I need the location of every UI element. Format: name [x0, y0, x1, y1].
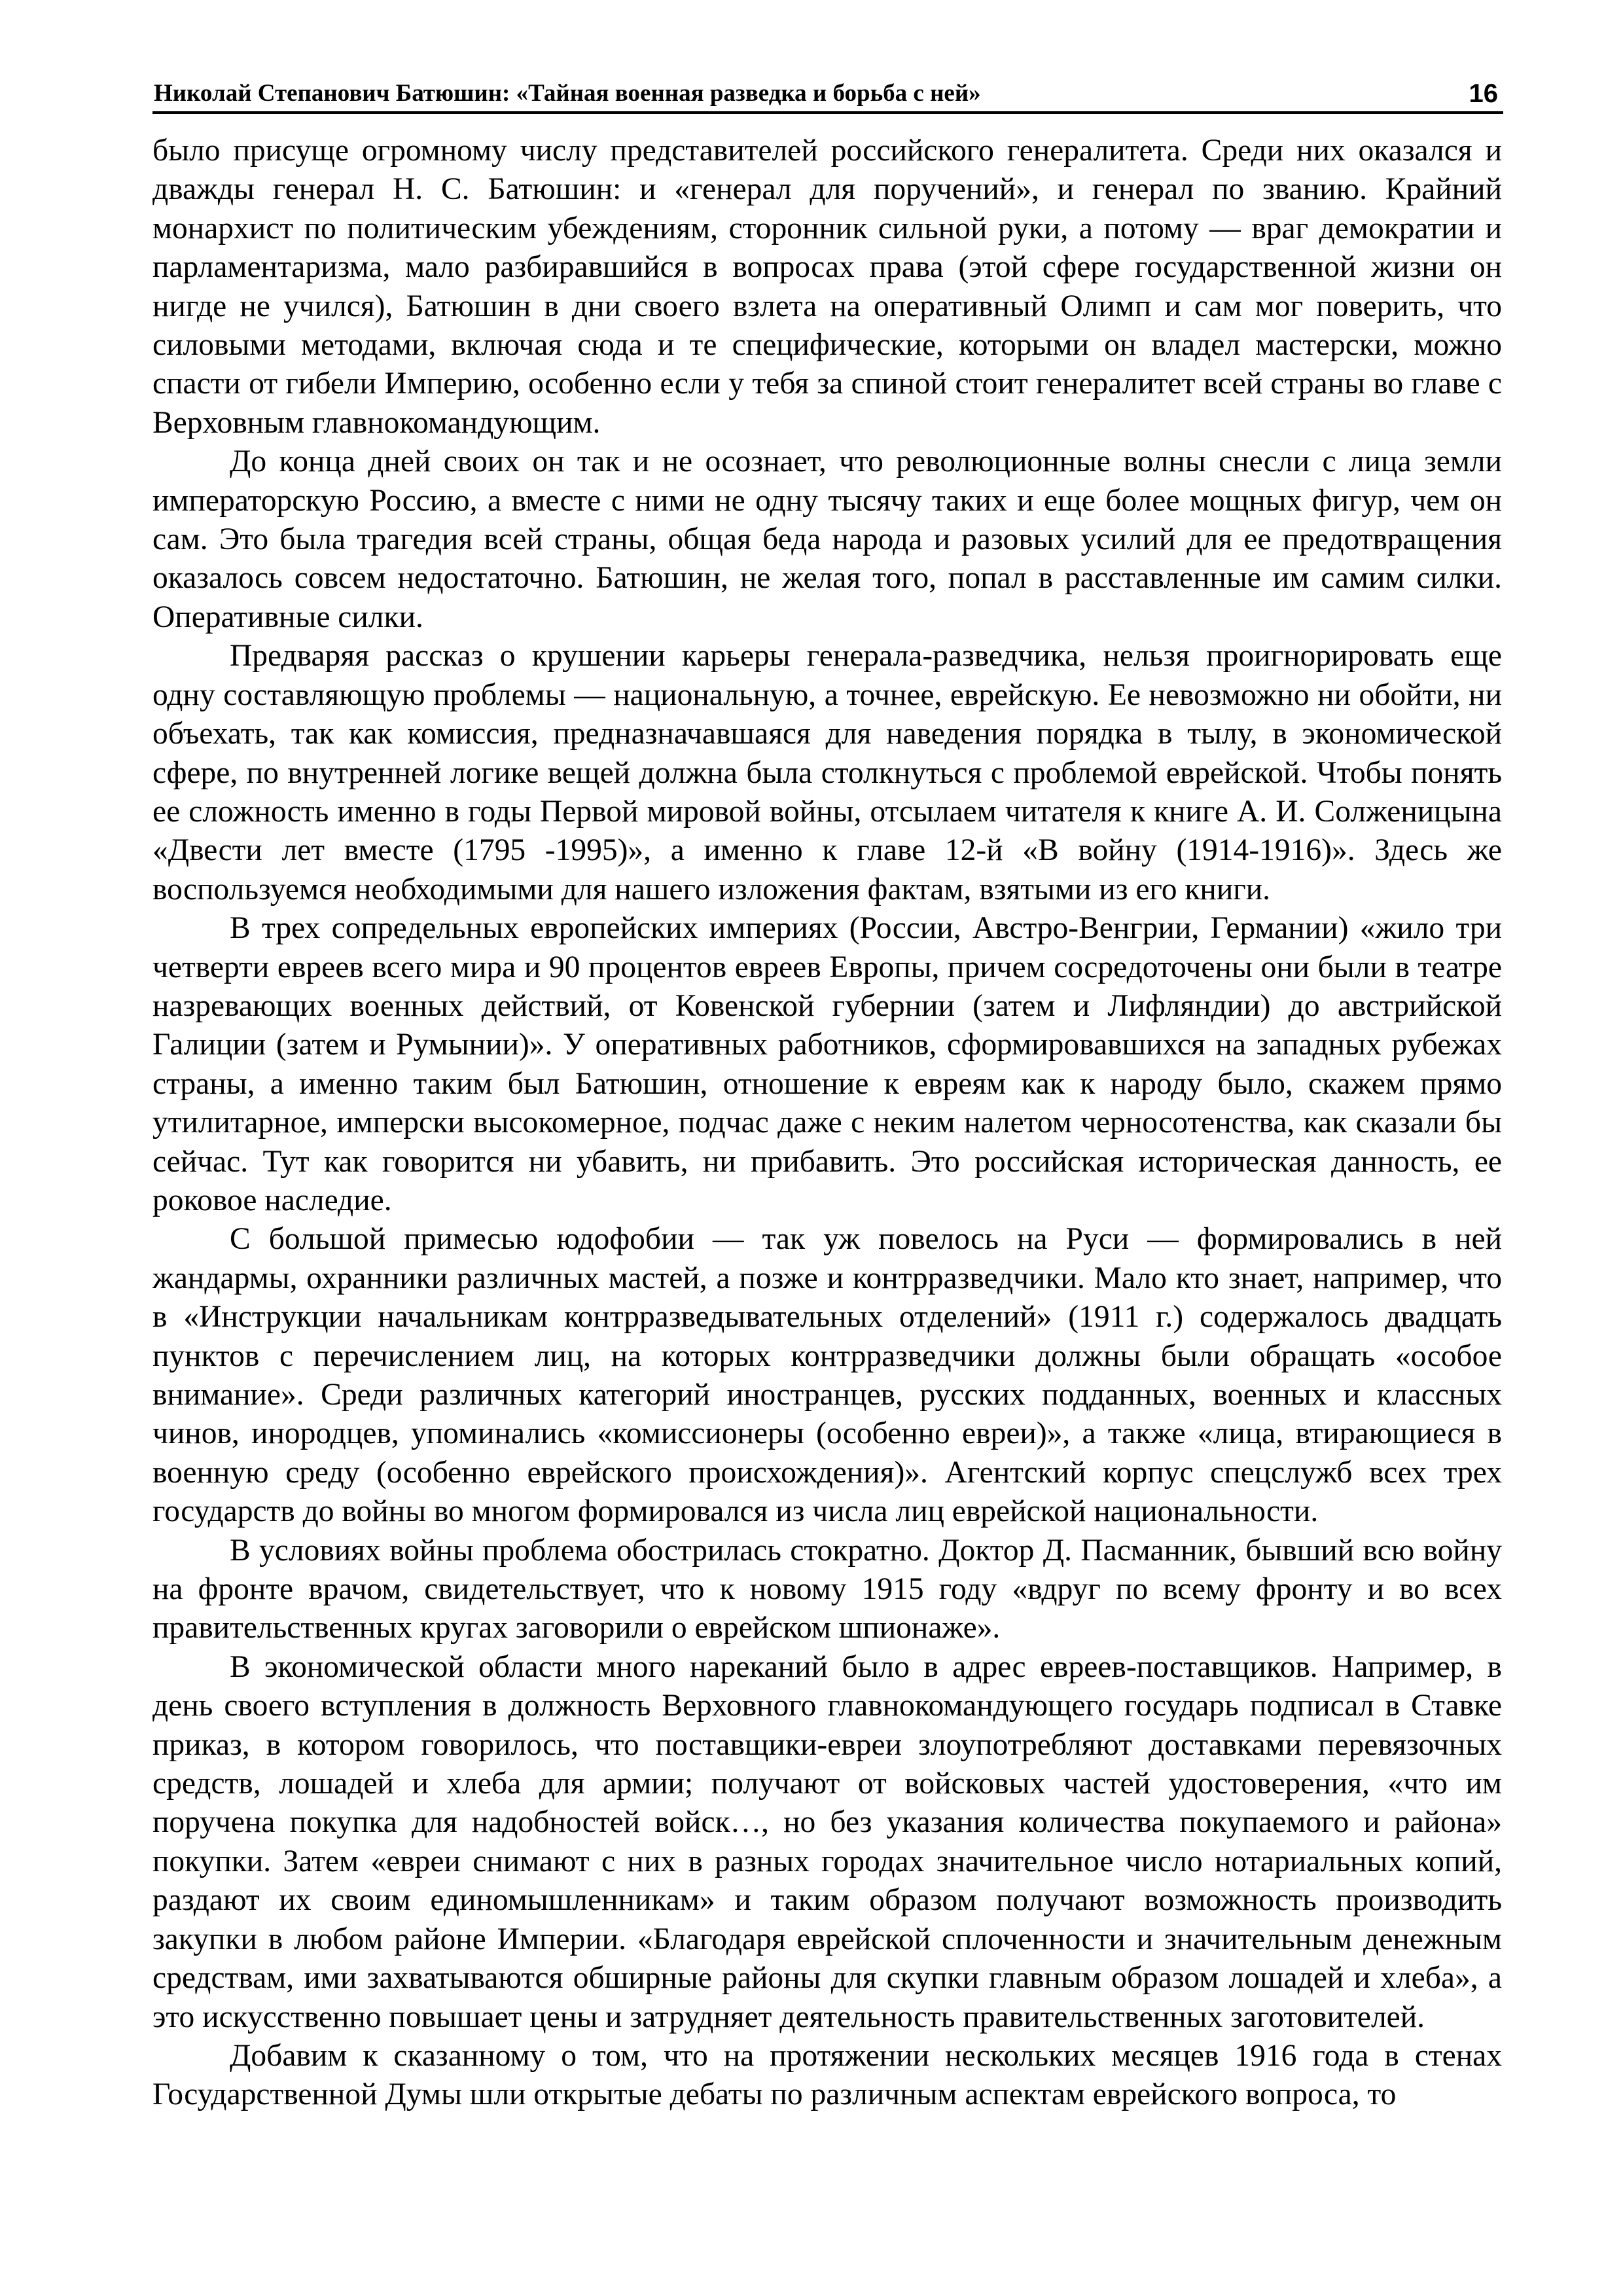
body-text	[152, 132, 1502, 2115]
paragraph-7: В экономической области много нареканий было в адрес евреев-поставщиков. Например, в день своего вступления в должность Верховного главнокомандующего государь подписал в Ставке приказ, в котором говорилось, что поставщики-евреи злоупотребляют доставками перевязочных средств, лошадей и хлеба для армии; получают от войсковых частей удостоверения, «что им поручена покупка для надобностей войск…, но без указания количества покупаемого и района» покупки. Затем «евреи снимают с них в разных городах значительное число нотариальных копий, раздают их своим единомышленникам» и таким образом получают возможность производить закупки в любом районе Империи. «Благодаря еврейской сплоченности и значительным денежным средствам, ими захватываются обширные районы для скупки главным образом лошадей и хлеба», а это искусственно повышает цены и затрудняет деятельность правительственных заготовителей.	[152, 1649, 1502, 2034]
paragraph-3: Предваряя рассказ о крушении карьеры генерала-разведчика, нельзя проигнорировать еще одну составляющую проблемы — национальную, а точнее, еврейскую. Ее невозможно ни обойти, ни объехать, так как комиссия, предназначавшаяся для наведения порядка в тылу, в экономической сфере, по внутренней логике вещей должна была столкнуться с проблемой еврейской. Чтобы понять ее сложность именно в годы Первой мировой войны, отсылаем читателя к книге А. И. Солженицына «Двести лет вместе (1795 -1995)», а именно к главе 12-й «В войну (1914-1916)». Здесь же воспользуемся необходимыми для нашего изложения фактам, взятыми из его книги.	[152, 639, 1502, 906]
paragraph-5: С большой примесью юдофобии — так уж повелось на Руси — формировались в ней жандармы, охранники различных мастей, а позже и контрразведчики. Мало кто знает, например, что в «Инструкции начальникам контрразведывательных отделений» (1911 г.) содержалось двадцать пунктов с перечислением лиц, на которых контрразведчики должны были обращать «особое внимание». Среди различных категорий иностранцев, русских подданных, военных и классных чинов, инородцев, упоминались «комиссионеры (особенно евреи)», а также «лица, втирающиеся в военную среду (особенно еврейского происхождения)». Агентский корпус спецслужб всех трех государств до войны во многом формировался из числа лиц еврейской национальности.	[152, 1222, 1502, 1529]
paragraph-2: До конца дней своих он так и не осознает, что революционные волны снесли с лица земли императорскую Россию, а вместе с ними не одну тысячу таких и еще более мощных фигур, чем он сам. Это была трагедия всей страны, общая беда народа и разовых усилий для ее предотвращения оказалось совсем недостаточно. Батюшин, не желая того, попал в расставленные им самим силки. Оперативные силки.	[152, 444, 1502, 634]
paragraph-6: В условиях войны проблема обострилась стократно. Доктор Д. Пасманник, бывший всю войну на фронте врачом, свидетельствует, что к новому 1915 году «вдруг по всему фронту и во всех правительственных кругах заговорили о еврейском шпионаже».	[152, 1533, 1502, 1645]
running-header	[152, 71, 1503, 114]
paragraph-1: было присуще огромному числу представителей российского генералитета. Среди них оказался и дважды генерал Н. С. Батюшин: и «генерал для поручений», и генерал по званию. Крайний монархист по политическим убеждениям, сторонник сильной руки, а потому — враг демократии и парламентаризма, мало разбиравшийся в вопросах права (этой сфере государственной жизни он нигде не учился), Батюшин в дни своего взлета на оперативный Олимп и сам мог поверить, что силовыми методами, включая сюда и те специфические, которыми он владел мастерски, можно спасти от гибели Империю, особенно если у тебя за спиной стоит генералитет всей страны во главе с Верховным главнокомандующим.	[152, 134, 1502, 440]
paragraph-4: В трех сопредельных европейских империях (России, Австро-Венгрии, Германии) «жило три четверти евреев всего мира и 90 процентов евреев Европы, причем сосредоточены они были в театре назревающих военных действий, от Ковенской губернии (затем и Лифляндии) до австрийской Галиции (затем и Румынии)». У оперативных работников, сформировавшихся на западных рубежах страны, а именно таким был Батюшин, отношение к евреям как к народу было, скажем прямо утилитарное, имперски высокомерное, подчас даже с неким налетом черносотенства, как сказали бы сейчас. Тут как говорится ни убавить, ни прибавить. Это российская историческая данность, ее роковое наследие.	[152, 911, 1502, 1217]
header-title: Николай Степанович Батюшин: «Тайная военная разведка и борьба с ней»	[154, 80, 981, 107]
page-number: 16	[1469, 79, 1498, 108]
paragraph-8: Добавим к сказанному о том, что на протяжении нескольких месяцев 1916 года в стенах Государственной Думы шли открытые дебаты по различным аспектам еврейского вопроса, то	[152, 2038, 1502, 2112]
